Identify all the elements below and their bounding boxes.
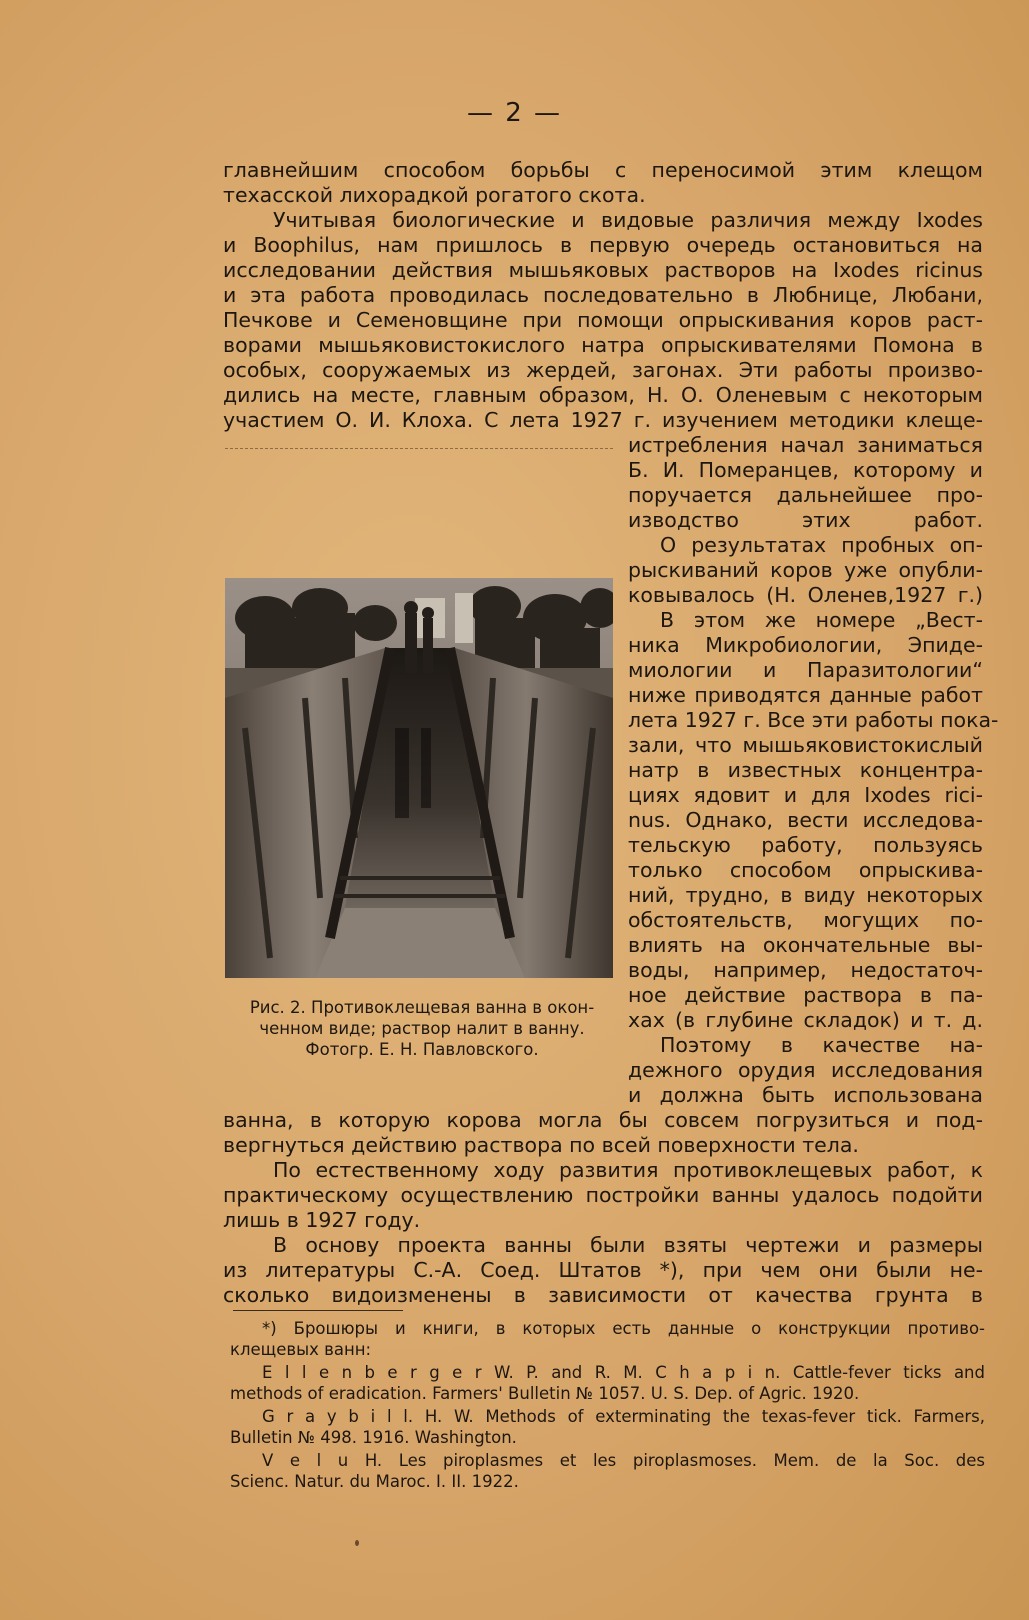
figure-caption-line: Рис. 2. Противоклещевая ванна в окон- [249, 998, 595, 1017]
footnote-line: клещевых ванн: [230, 1340, 372, 1359]
text-line: лета 1927 г. Все эти работы пока- [628, 708, 999, 732]
text-line: В основу проекта ванны были взяты чертежи и размеры [273, 1233, 983, 1257]
text-line: и эта работа проводилась последовательно в Любнице, Любани, [223, 283, 983, 307]
footnote-line: *) Брошюры и книги, в которых есть данные о конструкции противо- [262, 1319, 985, 1338]
figure-photo-tick-bath [225, 578, 613, 978]
footnote-line: methods of eradication. Farmers' Bulletin № 1057. U. S. Dep. of Agric. 1920. [230, 1384, 860, 1403]
text-line: только способом опрыскива- [628, 858, 983, 882]
text-line: исследовании действия мышьяковых растворов на Ixodes ricinus [223, 258, 983, 282]
text-line: участием О. И. Клоха. С лета 1927 г. изучением методики клеще- [223, 408, 983, 432]
text-line: ворами мышьяковистокислого натра опрыскивателями Помона в [223, 333, 983, 357]
footnote-line: E l l e n b e r g e r W. P. and R. M. C h a p i n. Cattle-fever ticks and [262, 1363, 985, 1382]
text-line: nus. Однако, вести исследова- [628, 808, 983, 832]
text-line: натр в известных концентра- [628, 758, 983, 782]
text-line: обстоятельств, могущих по- [628, 908, 983, 932]
text-line: ванна, в которую корова могла бы совсем погрузиться и под- [223, 1108, 983, 1132]
text-line: дились на месте, главным образом, Н. О. Оленевым с некоторым [223, 383, 983, 407]
text-line: практическому осуществлению постройки ванны удалось подойти [223, 1183, 983, 1207]
figure-border-top [225, 448, 613, 449]
text-line: главнейшим способом борьбы с переносимой этим клещом [223, 158, 983, 182]
text-line: из литературы С.-А. Соед. Штатов *), при чем они были не- [223, 1258, 983, 1282]
text-line: циях ядовит и для Ixodes rici- [628, 783, 983, 807]
text-line: миологии и Паразитологии“ [628, 658, 983, 682]
footnote-line: Scienc. Natur. du Maroc. I. II. 1922. [230, 1472, 519, 1491]
text-line: В этом же номере „Вест- [660, 608, 983, 632]
text-line: рыскиваний коров уже опубли- [628, 558, 983, 582]
text-line: Б. И. Померанцев, которому и [628, 458, 983, 482]
text-line: хах (в глубине складок) и т. д. [628, 1008, 983, 1032]
text-line: особых, сооружаемых из жердей, загонах. Эти работы произво- [223, 358, 983, 382]
text-line: ний, трудно, в виду некоторых [628, 883, 983, 907]
text-line: Учитывая биологические и видовые различия между Ixodes [273, 208, 983, 232]
text-line: Поэтому в качестве на- [660, 1033, 983, 1057]
text-line: изводство этих работ. [628, 508, 983, 532]
text-line: техасской лихорадкой рогатого скота. [223, 183, 646, 207]
text-line: Печкове и Семеновщине при помощи опрыскивания коров раст- [223, 308, 983, 332]
text-line: влиять на окончательные вы- [628, 933, 983, 957]
figure-caption-line: Фотогр. Е. Н. Павловского. [305, 1040, 539, 1059]
text-line: лишь в 1927 году. [223, 1208, 421, 1232]
text-line: дежного орудия исследования [628, 1058, 983, 1082]
footnote-line: Bulletin № 498. 1916. Washington. [230, 1428, 517, 1447]
footnote-line: G r a y b i l l. H. W. Methods of exterminating the texas-fever tick. Farmers, [262, 1407, 985, 1426]
text-line: вергнуться действию раствора по всей поверхности тела. [223, 1133, 859, 1157]
text-line: тельскую работу, пользуясь [628, 833, 983, 857]
page-number: — 2 — [466, 98, 563, 128]
text-line: и должна быть использована [628, 1083, 983, 1107]
text-line: поручается дальнейшее про- [628, 483, 983, 507]
text-line: ниже приводятся данные работ [628, 683, 983, 707]
footnote-line: V e l u H. Les piroplasmes et les piroplasmoses. Mem. de la Soc. des [262, 1451, 985, 1470]
text-line: О результатах пробных оп- [660, 533, 983, 557]
text-line: истребления начал заниматься [628, 433, 983, 457]
text-line: ника Микробиологии, Эпиде- [628, 633, 983, 657]
figure-caption-line: ченном виде; раствор налит в ванну. [259, 1019, 585, 1038]
paper-spot [355, 1540, 359, 1546]
text-line: сколько видоизменены в зависимости от качества грунта в [223, 1283, 983, 1307]
text-line: ковывалось (Н. Оленев,1927 г.) [628, 583, 983, 607]
text-line: воды, например, недостаточ- [628, 958, 983, 982]
text-line: По естественному ходу развития противоклещевых работ, к [273, 1158, 983, 1182]
text-line: и Boophilus, нам пришлось в первую очередь остановиться на [223, 233, 983, 257]
footnote-rule [233, 1310, 403, 1311]
text-line: зали, что мышьяковистокислый [628, 733, 983, 757]
text-line: ное действие раствора в па- [628, 983, 983, 1007]
